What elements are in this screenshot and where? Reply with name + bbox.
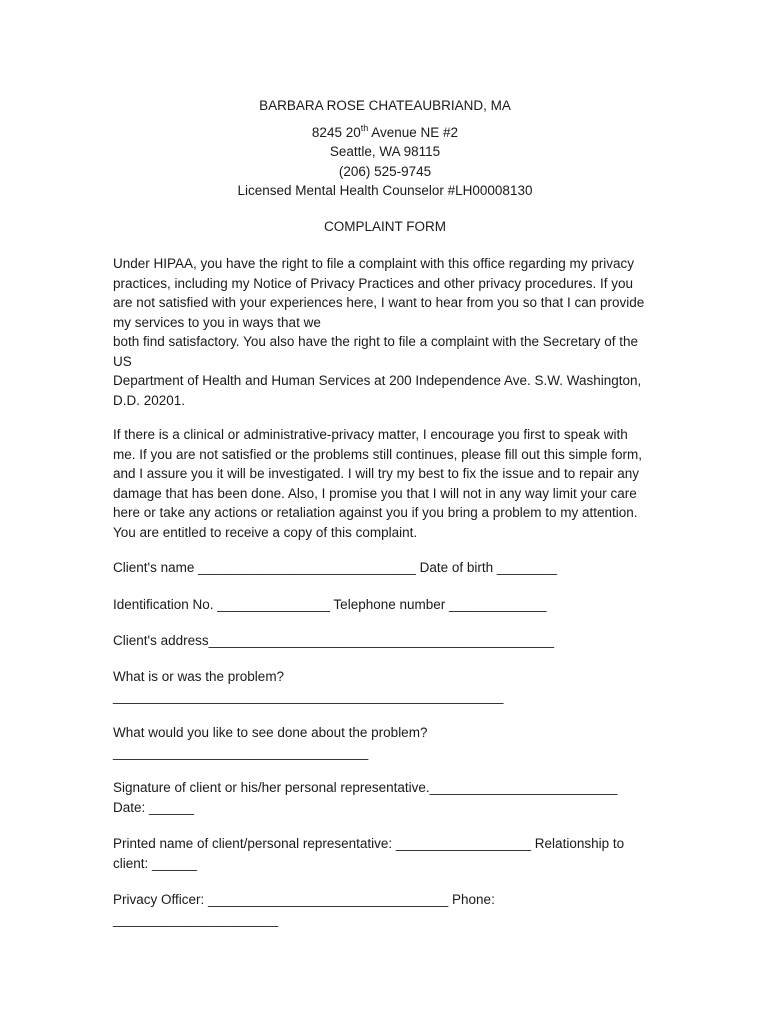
desired-outcome-label: What would you like to see done about the problem? [113,725,428,740]
paragraph-line: You are entitled to receive a copy of this complaint. [113,524,418,540]
signature-date[interactable]: Date: ______ [113,799,195,815]
procedure-paragraph [113,425,658,542]
city-state-zip: Seattle, WA 98115 [329,144,441,159]
printed-name-line[interactable]: Printed name of client/personal representative: __________________ Relationship to [113,836,625,851]
privacy-officer-phone-blank[interactable]: ______________________ [113,911,279,927]
paragraph-line: If there is a clinical or administrative-privacy matter, I encourage you first to speak with [113,427,628,442]
problem-label: What is or was the problem? [113,669,285,684]
paragraph-line: are not satisfied with your experiences here, I want to hear from you so that I can provide [113,295,645,310]
identification-phone-field[interactable] [113,595,673,615]
signature-line[interactable]: Signature of client or his/her personal representative._________________________ [113,780,618,795]
paragraph-line: damage that has been done. Also, I promise you that I will not in any way limit your care [113,485,637,501]
paragraph-line: and I assure you it will be investigated. I will try my best to fix the issue and to repair any [113,466,639,481]
form-title: COMPLAINT FORM [323,219,446,234]
client-name-dob-field[interactable] [113,558,673,578]
paragraph-line: both find satisfactory. You also have the right to file a complaint with the Secretary of the [113,334,639,349]
paragraph-line: US [113,353,132,369]
license-number: Licensed Mental Health Counselor #LH00008130 [237,183,533,198]
letterhead [0,96,770,201]
paragraph-line: me. If you are not satisfied or the problems still continues, please fill out this simple form, [113,446,642,462]
hipaa-paragraph [113,254,658,410]
privacy-officer-line[interactable]: Privacy Officer: ________________________________ Phone: [113,892,495,907]
desired-outcome-field[interactable] [113,723,673,762]
paragraph-line: practices, including my Notice of Privacy Practices and other privacy procedures. If you [113,275,633,291]
paragraph-line: my services to you in ways that we [113,314,321,330]
client-address-line[interactable]: Client's address______________________________________________ [113,633,554,648]
identification-phone-line[interactable]: Identification No. _______________ Telephone number _____________ [113,597,547,612]
relationship-blank[interactable]: client: ______ [113,855,198,871]
privacy-officer-field[interactable] [113,890,673,929]
counselor-name: BARBARA ROSE CHATEAUBRIAND, MA [259,98,511,113]
paragraph-line: D.D. 20201. [113,392,186,408]
paragraph-line: Department of Health and Human Services at 200 Independence Ave. S.W. Washington, [113,373,642,388]
phone-number: (206) 525-9745 [338,163,432,179]
problem-blank[interactable]: ____________________________________________________ [113,688,504,704]
problem-field[interactable] [113,667,673,706]
client-name-dob-line[interactable]: Client's name _____________________________ Date of birth ________ [113,560,557,575]
signature-field[interactable] [113,778,673,817]
street-address: 8245 20th Avenue NE #2 [311,122,459,140]
paragraph-line: Under HIPAA, you have the right to file a complaint with this office regarding my privacy [113,256,634,271]
client-address-field[interactable] [113,631,673,651]
printed-name-field[interactable] [113,834,673,873]
desired-outcome-blank[interactable]: __________________________________ [113,744,369,760]
paragraph-line: here or take any actions or retaliation against you if you bring a problem to my attention. [113,505,638,520]
